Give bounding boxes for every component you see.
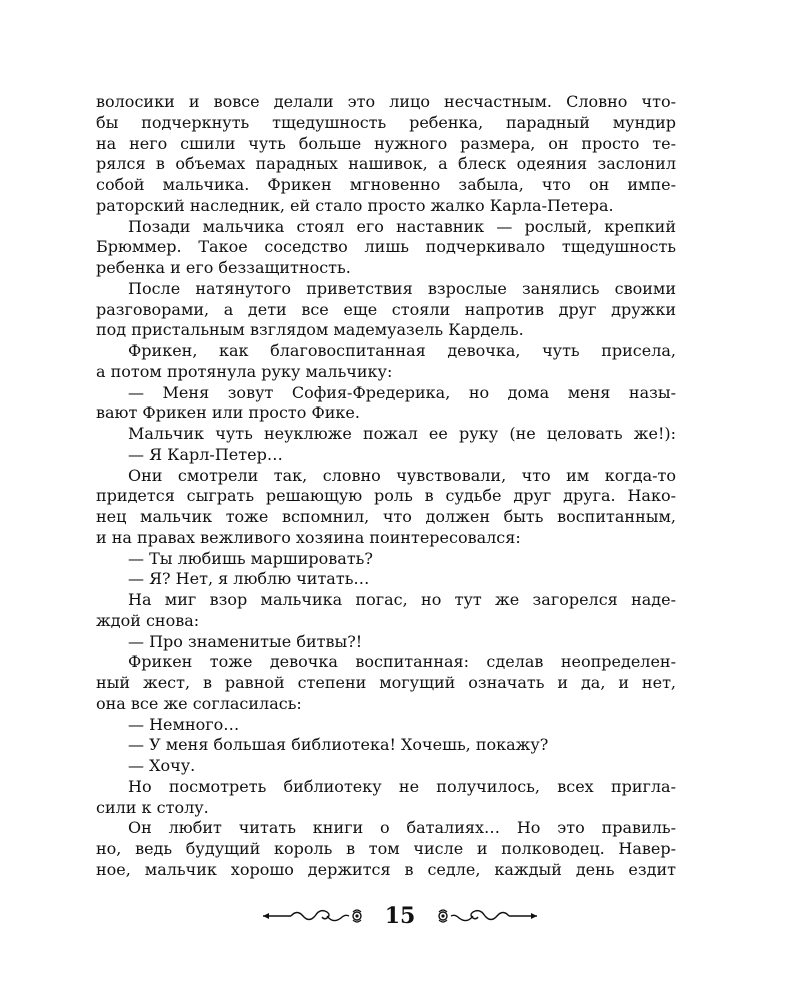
text-line: ребенка и его беззащитность. <box>96 258 351 277</box>
right-ornament-icon <box>429 906 539 926</box>
text-line: — Про знаменитые битвы?! <box>128 631 363 651</box>
text-line: — Ты любишь маршировать? <box>128 548 373 568</box>
text-line: а потом протянула руку мальчику: <box>96 361 393 381</box>
text-line: вают Фрикен или просто Фике. <box>96 403 360 423</box>
page-footer <box>0 898 800 934</box>
left-ornament-icon <box>261 906 371 926</box>
text-line: собой мальчика. Фрикен мгновенно забыла, что он импе- <box>96 175 676 194</box>
text-line: на него сшили чуть больше нужного размера, он просто те- <box>96 133 676 153</box>
text-line: Фрикен, как благовоспитанная девочка, чуть присела, <box>128 341 676 360</box>
text-line: Но посмотреть библиотеку не получилось, всех пригла- <box>128 776 676 796</box>
text-line: Он любит читать книги о баталиях… Но это правиль- <box>128 818 676 838</box>
text-line: — У меня большая библиотека! Хочешь, покажу? <box>128 735 549 755</box>
text-line: — Я? Нет, я люблю читать… <box>128 569 370 589</box>
text-line: раторский наследник, ей стало просто жалко Карла-Петера. <box>96 195 614 215</box>
text-line: она все же согласилась: <box>96 693 302 713</box>
text-line: разговорами, а дети все еще стояли напротив друг дружки <box>96 299 676 319</box>
text-line: Мальчик чуть неуклюже пожал ее руку (не целовать же!): <box>128 424 676 443</box>
page-body <box>96 92 676 881</box>
text-line: под пристальным взглядом мадемуазель Кардель. <box>96 320 524 340</box>
text-line: бы подчеркнуть тщедушность ребенка, парадный мундир <box>96 112 676 132</box>
text-line: Они смотрели так, словно чувствовали, что им когда-то <box>128 465 676 485</box>
page-number: 15 <box>384 903 416 929</box>
text-line: После натянутого приветствия взрослые занялись своими <box>128 278 676 298</box>
text-line: — Меня зовут София-Фредерика, но дома меня назы- <box>128 382 676 402</box>
text-line: Позади мальчика стоял его наставник — рослый, крепкий <box>128 216 676 236</box>
text-line: — Хочу. <box>128 756 196 775</box>
text-line: придется сыграть решающую роль в судьбе друг друга. Нако- <box>96 486 676 506</box>
text-line: рялся в объемах парадных нашивок, а блеск одеяния заслонил <box>96 154 676 174</box>
text-line: Брюммер. Такое соседство лишь подчеркивало тщедушность <box>96 237 676 257</box>
text-line: — Я Карл-Петер… <box>128 444 283 464</box>
text-line: волосики и вовсе делали это лицо несчастным. Словно что- <box>96 92 676 111</box>
text-line: — Немного… <box>128 714 240 734</box>
text-line: и на правах вежливого хозяина поинтересовался: <box>96 527 521 547</box>
text-line: На миг взор мальчика погас, но тут же загорелся наде- <box>128 590 676 609</box>
text-line: ное, мальчик хорошо держится в седле, каждый день ездит <box>96 859 676 879</box>
text-line: Фрикен тоже девочка воспитанная: сделав неопределен- <box>128 652 676 672</box>
text-line: ждой снова: <box>96 610 200 630</box>
text-line: нец мальчик тоже вспомнил, что должен быть воспитанным, <box>96 507 676 526</box>
text-line: сили к столу. <box>96 797 209 817</box>
text-line: но, ведь будущий король в том числе и полководец. Навер- <box>96 839 676 858</box>
text-line: ный жест, в равной степени могущий означать и да, и нет, <box>96 673 676 692</box>
